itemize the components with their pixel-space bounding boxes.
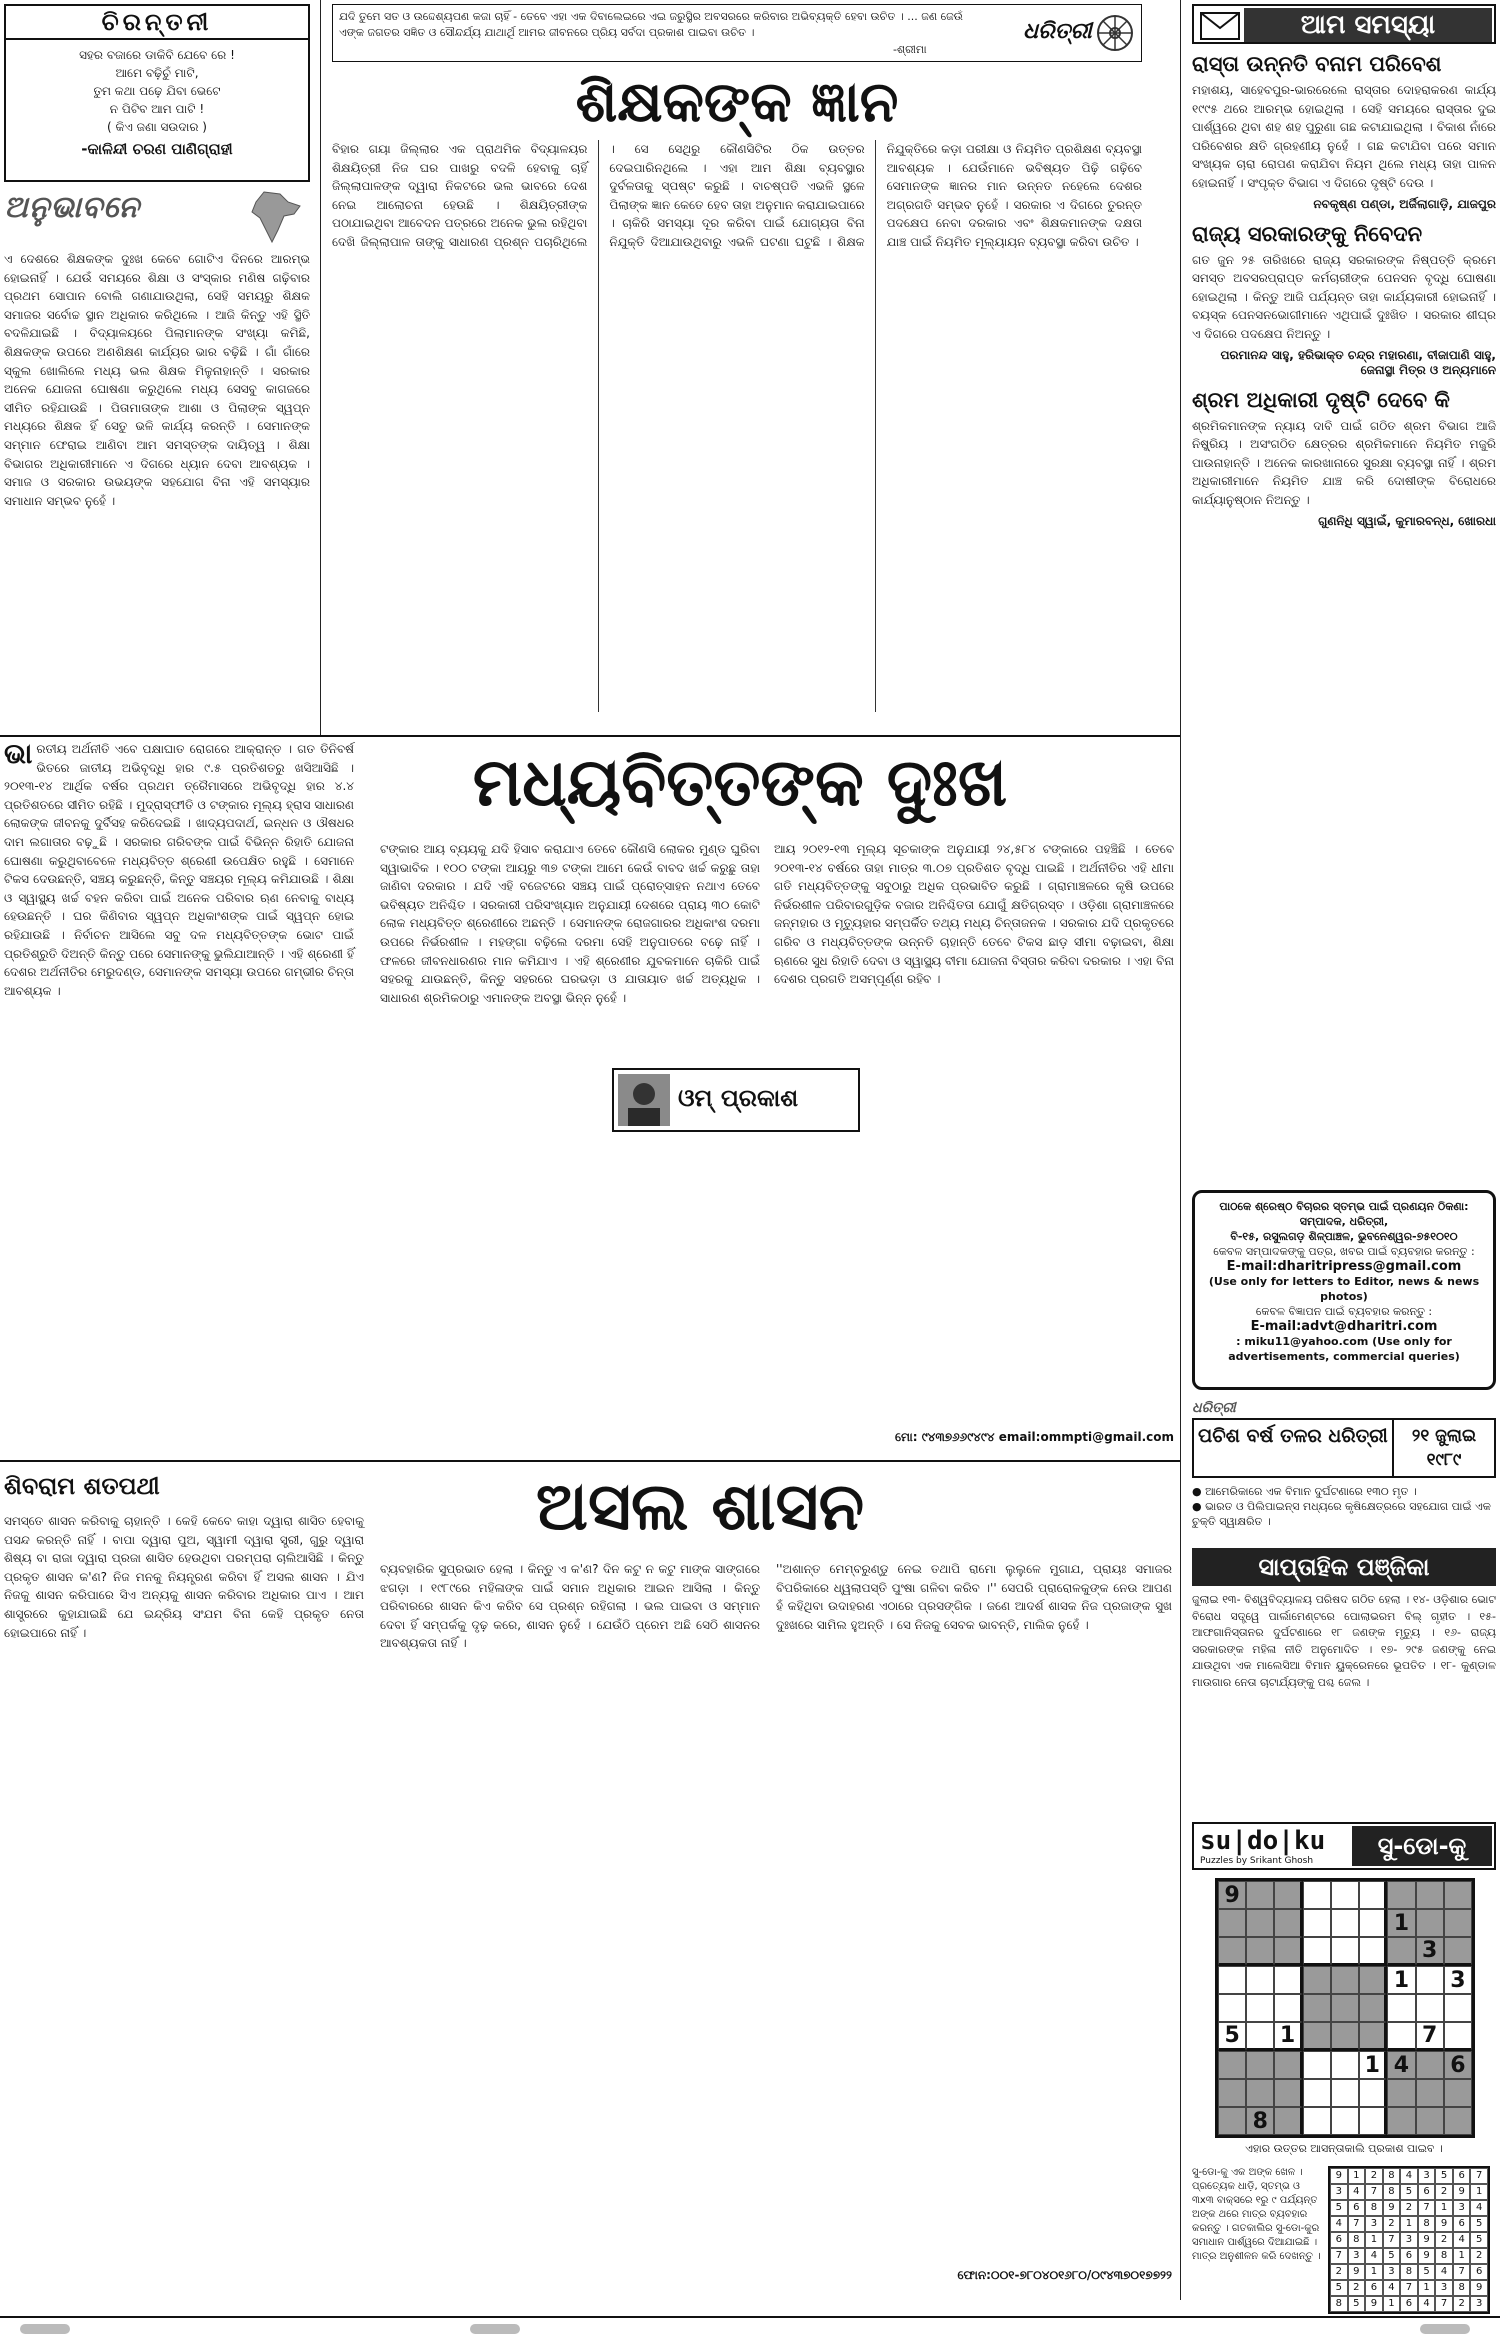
- sudoku-cell[interactable]: [1274, 2051, 1302, 2079]
- sudoku-cell[interactable]: [1444, 1994, 1472, 2022]
- sudoku-answer-note: ଏହାର ଉତ୍ତର ଆସନ୍ତାକାଲି ପ୍ରକାଶ ପାଇବ ।: [1245, 2142, 1443, 2155]
- solution-cell: 2: [1330, 2264, 1348, 2280]
- letters-column: [1192, 52, 1496, 1177]
- solution-cell: 5: [1348, 2296, 1366, 2312]
- sudoku-cell[interactable]: [1331, 1994, 1359, 2022]
- anubhav-section: [4, 190, 310, 730]
- sudoku-cell[interactable]: [1303, 1994, 1331, 2022]
- chirantani-box: [4, 4, 310, 182]
- sudoku-cell[interactable]: [1387, 1937, 1415, 1966]
- solution-cell: 3: [1470, 2296, 1488, 2312]
- sudoku-cell[interactable]: 5: [1218, 2022, 1246, 2051]
- sudoku-cell[interactable]: [1359, 1881, 1387, 1909]
- solution-cell: 5: [1330, 2200, 1348, 2216]
- sudoku-title: ସୁ-ଡୋ-କୁ: [1352, 1826, 1492, 1866]
- solution-cell: 6: [1470, 2264, 1488, 2280]
- solution-cell: 8: [1435, 2248, 1453, 2264]
- sudoku-cell[interactable]: [1246, 1966, 1274, 1994]
- sudoku-cell[interactable]: [1359, 2079, 1387, 2107]
- solution-cell: 3: [1418, 2168, 1436, 2184]
- letter1-title: ରାସ୍ତା ଉନ୍ନତି ବନାମ ପରିବେଶ: [1192, 52, 1442, 76]
- editor-email-note: (Use only for letters to Editor, news & news photos): [1208, 1275, 1480, 1303]
- sudoku-cell[interactable]: [1444, 1909, 1472, 1937]
- solution-cell: 9: [1330, 2168, 1348, 2184]
- solution-cell: 3: [1330, 2184, 1348, 2200]
- sudoku-cell[interactable]: 8: [1246, 2107, 1274, 2135]
- sudoku-cell[interactable]: [1246, 1937, 1274, 1966]
- sudoku-cell[interactable]: [1246, 1909, 1274, 1937]
- contact-line: ବି-୧୫, ରସୁଲଗଡ଼ ଶିଳ୍ପାଞ୍ଚଳ, ଭୁବନେଶ୍ୱର-୭୫୧୦୧୦: [1230, 1230, 1458, 1243]
- anubhav-text: ଏ ଦେଶରେ ଶିକ୍ଷକଙ୍କ ଦୁଃଖ କେବେ ଗୋଟିଏ ଦିନରେ ଆରମ୍ଭ ହୋଇନାହିଁ । ଯେଉଁ ସମୟରେ ଶିକ୍ଷା ଓ ସଂସ୍କାର ମଣିଷ ଗଢ଼ିବାର ପ୍ରଥମ ସୋପାନ ବୋଲି ଗଣାଯାଉଥିଲା, ସେହି ସମୟରୁ ଶିକ୍ଷକ ସମାଜର ସର୍ବୋଚ୍ଚ ସ୍ଥାନ ଅଧିକାର କରିଥିଲେ । ଆଜି କିନ୍ତୁ ଏହି ସ୍ଥିତି ବଦଳିଯାଇଛି । ବିଦ୍ୟାଳୟରେ ପିଲାମାନଙ୍କ ସଂଖ୍ୟା କମିଛି, ଶିକ୍ଷକଙ୍କ ଉପରେ ଅଣଶିକ୍ଷଣ କାର୍ଯ୍ୟର ଭାର ବଢ଼ିଛି । ଗାଁ ଗାଁରେ ସ୍କୁଲ ଖୋଲିଲେ ମଧ୍ୟ ଭଲ ଶିକ୍ଷକ ମିଳୁନାହାନ୍ତି । ସରକାର ଅନେକ ଯୋଜନା ଘୋଷଣା କରୁଥିଲେ ମଧ୍ୟ ସେସବୁ କାଗଜରେ ସୀମିତ ରହିଯାଉଛି । ପିତାମାତାଙ୍କ ଆଶା ଓ ପିଲାଙ୍କ ସ୍ୱପ୍ନ ମଧ୍ୟରେ ଶିକ୍ଷକ ହିଁ ସେତୁ ଭଳି କାର୍ଯ୍ୟ କରନ୍ତି । ସେମାନଙ୍କ ସମ୍ମାନ ଫେରାଇ ଆଣିବା ଆମ ସମସ୍ତଙ୍କ ଦାୟିତ୍ୱ । ଶିକ୍ଷା ବିଭାଗର ଅଧିକାରୀମାନେ ଏ ଦିଗରେ ଧ୍ୟାନ ଦେବା ଆବଶ୍ୟକ । ସମାଜ ଓ ସରକାର ଉଭୟଙ୍କ ସହଯୋଗ ବିନା ଏହି ସମସ୍ୟାର ସମାଧାନ ସମ୍ଭବ ନୁହେଁ ।: [4, 252, 310, 508]
- aam-samasya-title: ଆମ ସମସ୍ୟା: [1244, 8, 1492, 42]
- sudoku-cell[interactable]: [1444, 2022, 1472, 2051]
- solution-cell: 1: [1365, 2232, 1383, 2248]
- solution-cell: 6: [1453, 2216, 1471, 2232]
- sudoku-cell[interactable]: [1218, 2051, 1246, 2079]
- contact-line: କେବଳ ସମ୍ପାଦକଙ୍କୁ ପତ୍ର, ଖବର ପାଇଁ ବ୍ୟବହାର କରନ୍ତୁ :: [1213, 1245, 1475, 1258]
- solution-cell: 4: [1418, 2296, 1436, 2312]
- solution-cell: 5: [1435, 2168, 1453, 2184]
- solution-cell: 4: [1400, 2168, 1418, 2184]
- sudoku-cell[interactable]: [1444, 1881, 1472, 1909]
- contact-line: ପାଠକେ ଶ୍ରେଷ୍ଠ ବିଚାରର ସ୍ତମ୍ଭ ପାଇଁ ପ୍ରଣୟନ ଠିକଣା:: [1219, 1200, 1469, 1213]
- sudoku-cell[interactable]: [1444, 1937, 1472, 1966]
- solution-cell: 4: [1453, 2232, 1471, 2248]
- sudoku-cell[interactable]: [1331, 1937, 1359, 1966]
- sudoku-cell[interactable]: [1303, 2107, 1331, 2135]
- sudoku-cell[interactable]: [1359, 1909, 1387, 1937]
- solution-cell: 4: [1365, 2248, 1383, 2264]
- editorial1-text: ବିହାର ଗୟା ଜିଲ୍ଲାର ଏକ ପ୍ରାଥମିକ ବିଦ୍ୟାଳୟର ଶିକ୍ଷୟିତ୍ରୀ ନିଜ ଘର ପାଖରୁ ବଦଳି ହେବାକୁ ଚାହିଁ ଜିଲ୍ଲାପାଳଙ୍କ ଦ୍ୱାରା ନିକଟରେ ଭଲ ଭାବରେ ଦେଶ ନେଇ ଆଲୋଚନା ହେଉଛି । ଶିକ୍ଷୟିତ୍ରୀଙ୍କ ପଠାଯାଇଥିବା ଆବେଦନ ପତ୍ରରେ ଅନେକ ଭୁଲ ରହିଥିବା ଦେଖି ଜିଲ୍ଲାପାଳ ତାଙ୍କୁ ସାଧାରଣ ପ୍ରଶ୍ନ ପଚାରିଥିଲେ । ସେ ସେଥିରୁ କୌଣସିଟିର ଠିକ ଉତ୍ତର ଦେଇପାରିନଥିଲେ । ଏହା ଆମ ଶିକ୍ଷା ବ୍ୟବସ୍ଥାର ଦୁର୍ବଳତାକୁ ସ୍ପଷ୍ଟ କରୁଛି । ବାଚଷ୍ପତି ଏଭଳି ସ୍ଥଳେ ପିଲାଙ୍କ ଜ୍ଞାନ କେତେ ହେବ ତାହା ଅନୁମାନ କରାଯାଇପାରେ । ଚାକିରି ସମସ୍ୟା ଦୂର କରିବା ପାଇଁ ଯୋଗ୍ୟତା ବିନା ନିଯୁକ୍ତି ଦିଆଯାଉଥିବାରୁ ଏଭଳି ଘଟଣା ଘଟୁଛି । ଶିକ୍ଷକ ନିଯୁକ୍ତିରେ କଡ଼ା ପରୀକ୍ଷା ଓ ନିୟମିତ ପ୍ରଶିକ୍ଷଣ ବ୍ୟବସ୍ଥା ଆବଶ୍ୟକ । ଯେଉଁମାନେ ଭବିଷ୍ୟତ ପିଢ଼ି ଗଢ଼ିବେ ସେମାନଙ୍କ ଜ୍ଞାନର ମାନ ଉନ୍ନତ ନହେଲେ ଦେଶର ଅଗ୍ରଗତି ସମ୍ଭବ ନୁହେଁ । ସରକାର ଏ ଦିଗରେ ତୁରନ୍ତ ପଦକ୍ଷେପ ନେବା ଦରକାର ଏବଂ ଶିକ୍ଷକମାନଙ୍କ ଦକ୍ଷତା ଯାଞ୍ଚ ପାଇଁ ନିୟମିତ ମୂଲ୍ୟାୟନ ବ୍ୟବସ୍ଥା କରିବା ଉଚିତ ।: [332, 142, 1142, 249]
- solution-cell: 8: [1383, 2168, 1401, 2184]
- anniversary-logo: ଧରିତ୍ରୀ: [1192, 1400, 1236, 1416]
- letter2-text: ଗତ ଜୁନ ୨୫ ତାରିଖରେ ରାଜ୍ୟ ସରକାରଙ୍କ ନିଷ୍ପତ୍ତି କ୍ରମେ ସମସ୍ତ ଅବସରପ୍ରାପ୍ତ କର୍ମଚାରୀଙ୍କ ପେନସନ ବୃଦ୍ଧି ଘୋଷଣା ହୋଇଥିଲା । କିନ୍ତୁ ଆଜି ପର୍ଯ୍ୟନ୍ତ ତାହା କାର୍ଯ୍ୟକାରୀ ହୋଇନାହିଁ । ବୟସ୍କ ପେନସନଭୋଗୀମାନେ ଏଥିପାଇଁ ଦୁଃଖିତ । ସରକାର ଶୀଘ୍ର ଏ ଦିଗରେ ପଦକ୍ଷେପ ନିଅନ୍ତୁ ।: [1192, 252, 1496, 341]
- solution-cell: 1: [1348, 2168, 1366, 2184]
- article3-contact: ଫୋନ:୦୦୧-୭୮୦୪୦୧୬୮୦/୦୯୪୩୭୦୧୭୭୨୨: [957, 2268, 1172, 2282]
- solution-cell: 4: [1383, 2280, 1401, 2296]
- contact-box: [1192, 1190, 1496, 1390]
- sudoku-cell[interactable]: 1: [1359, 2051, 1387, 2079]
- sudoku-cell[interactable]: [1218, 1966, 1246, 1994]
- sudoku-header: [1192, 1822, 1496, 1870]
- sudoku-puzzle: [1215, 1878, 1475, 2138]
- solution-cell: 8: [1453, 2280, 1471, 2296]
- sudoku-cell[interactable]: [1359, 1994, 1387, 2022]
- anniversary-date: ୨୧ ଜୁଲାଇ ୧୯୮୯: [1392, 1420, 1494, 1476]
- solution-cell: 1: [1470, 2184, 1488, 2200]
- solution-cell: 4: [1330, 2216, 1348, 2232]
- solution-cell: 9: [1470, 2280, 1488, 2296]
- sudoku-cell[interactable]: [1331, 1966, 1359, 1994]
- sudoku-credit: Puzzles by Srikant Ghosh: [1200, 1856, 1314, 1866]
- quote-strip: [332, 4, 1142, 62]
- solution-cell: 7: [1365, 2184, 1383, 2200]
- letter2-signature: ପରମାନନ୍ଦ ସାହୁ, ହରିଭାକ୍ତ ଚନ୍ଦ୍ର ମହାରଣା, ବୀଜାପାଣି ସାହୁ, ଜେନାସ୍ଥା ମିତ୍ର ଓ ଅନ୍ୟମାନେ: [1220, 347, 1496, 377]
- solution-cell: 8: [1400, 2264, 1418, 2280]
- solution-cell: 7: [1435, 2296, 1453, 2312]
- sudoku-cell[interactable]: [1387, 1881, 1415, 1909]
- solution-cell: 3: [1435, 2280, 1453, 2296]
- article2-mid: ଟଙ୍କାର ଆୟ ବ୍ୟୟକୁ ଯଦି ହିସାବ କରାଯାଏ ତେବେ କୌଣସି ଲୋକର ମୁଣ୍ଡ ଘୁରିବା ସ୍ୱାଭାବିକ । ୧୦୦ ଟଙ୍କା ଆୟରୁ ୩୭ ଟଙ୍କା ଆମେ କେଉଁ ବାବଦ ଖର୍ଚ୍ଚ କରୁଛୁ ତାହା ଜାଣିବା ଦରକାର । ଯଦି ଏହି ବଜେଟରେ ସଞ୍ଚୟ ପାଇଁ ପ୍ରୋତ୍ସାହନ ନଥାଏ ତେବେ ଭବିଷ୍ୟତ ଅନିଶ୍ଚିତ । ସରକାରୀ ପରିସଂଖ୍ୟାନ ଅନୁଯାୟୀ ଦେଶରେ ପ୍ରାୟ ୩୦ କୋଟି ଲୋକ ମଧ୍ୟବିତ୍ତ ଶ୍ରେଣୀରେ ଅଛନ୍ତି । ସେମାନଙ୍କ ରୋଜଗାରର ଅଧିକାଂଶ ଦରମା ଉପରେ ନିର୍ଭରଶୀଳ । ମହଙ୍ଗା ବଢ଼ିଲେ ଦରମା ସେହି ଅନୁପାତରେ ବଢ଼େ ନାହିଁ । ଫଳରେ ଜୀବନଧାରଣର ମାନ କମିଯାଏ । ଏହି ଶ୍ରେଣୀର ଯୁବକମାନେ ଚାକିରି ପାଇଁ ସହରକୁ ଯାଉଛନ୍ତି, କିନ୍ତୁ ସହରରେ ଘରଭଡ଼ା ଓ ଯାତାୟାତ ଖର୍ଚ୍ଚ ଅତ୍ୟଧିକ । ସାଧାରଣ ଶ୍ରମିକଠାରୁ ଏମାନଙ୍କ ଅବସ୍ଥା ଭିନ୍ନ ନୁହେଁ ।: [380, 842, 760, 1005]
- sudoku-cell[interactable]: [1303, 2079, 1331, 2107]
- page-marker: [470, 2324, 520, 2334]
- solution-cell: 4: [1435, 2264, 1453, 2280]
- solution-cell: 7: [1400, 2280, 1418, 2296]
- sudoku-cell[interactable]: [1246, 1881, 1274, 1909]
- sudoku-cell[interactable]: [1416, 2079, 1444, 2107]
- solution-cell: 9: [1383, 2200, 1401, 2216]
- solution-cell: 8: [1383, 2184, 1401, 2200]
- solution-cell: 1: [1435, 2200, 1453, 2216]
- solution-cell: 2: [1365, 2168, 1383, 2184]
- solution-cell: 7: [1383, 2232, 1401, 2248]
- solution-cell: 6: [1365, 2280, 1383, 2296]
- wheel-icon: [1095, 13, 1135, 53]
- solution-cell: 3: [1365, 2216, 1383, 2232]
- editor-email[interactable]: E-mail:dharitripress@gmail.com: [1226, 1259, 1462, 1274]
- solution-cell: 1: [1418, 2280, 1436, 2296]
- solution-cell: 6: [1453, 2168, 1471, 2184]
- solution-cell: 9: [1365, 2296, 1383, 2312]
- sudoku-cell[interactable]: [1274, 1994, 1302, 2022]
- anniversary-item: ● ଆମେରିକାରେ ଏକ ବିମାନ ଦୁର୍ଘଟଣାରେ ୧୩୦ ମୃତ ।: [1192, 1485, 1417, 1498]
- sudoku-cell[interactable]: [1274, 1966, 1302, 1994]
- sudoku-cell[interactable]: 7: [1416, 2022, 1444, 2051]
- sudoku-cell[interactable]: [1274, 2107, 1302, 2135]
- solution-cell: 2: [1453, 2296, 1471, 2312]
- weekly-almanac-header: ସାପ୍ତାହିକ ପଞ୍ଜିକା: [1192, 1548, 1496, 1586]
- sudoku-cell[interactable]: [1303, 2051, 1331, 2079]
- sudoku-cell[interactable]: [1274, 1909, 1302, 1937]
- solution-cell: 6: [1418, 2184, 1436, 2200]
- article2-contact: ମୋ: ୯୪୩୭୬୬୯୪୯୪ email:ommpti@gmail.com: [895, 1430, 1174, 1444]
- sudoku-cell[interactable]: [1331, 2022, 1359, 2051]
- sudoku-cell[interactable]: [1274, 1881, 1302, 1909]
- sudoku-cell[interactable]: [1416, 1909, 1444, 1937]
- letter3-text: ଶ୍ରମିକମାନଙ୍କ ନ୍ୟାୟ ଦାବି ପାଇଁ ଗଠିତ ଶ୍ରମ ବିଭାଗ ଆଜି ନିଷ୍କ୍ରିୟ । ଅସଂଗଠିତ କ୍ଷେତ୍ରର ଶ୍ରମିକମାନେ ନିୟମିତ ମଜୁରି ପାଉନାହାନ୍ତି । ଅନେକ କାରଖାନାରେ ସୁରକ୍ଷା ବ୍ୟବସ୍ଥା ନାହିଁ । ଶ୍ରମ ଅଧିକାରୀମାନେ ନିୟମିତ ଯାଞ୍ଚ କରି ଦୋଷୀଙ୍କ ବିରୋଧରେ କାର୍ଯ୍ୟାନୁଷ୍ଠାନ ନିଅନ୍ତୁ ।: [1192, 418, 1496, 507]
- sudoku-cell[interactable]: [1416, 2051, 1444, 2079]
- sudoku-brand: su|do|ku: [1200, 1826, 1326, 1856]
- sudoku-cell[interactable]: [1359, 1966, 1387, 1994]
- solution-cell: 1: [1383, 2296, 1401, 2312]
- sudoku-cell[interactable]: 9: [1218, 1881, 1246, 1909]
- sudoku-cell[interactable]: [1303, 2022, 1331, 2051]
- sudoku-cell[interactable]: [1416, 1966, 1444, 1994]
- solution-cell: 9: [1418, 2248, 1436, 2264]
- chirantani-title: ଚିରନ୍ତନୀ: [6, 6, 308, 40]
- sudoku-cell[interactable]: 1: [1387, 1966, 1415, 1994]
- solution-cell: 2: [1435, 2184, 1453, 2200]
- ads-label: କେବଳ ବିଜ୍ଞାପନ ପାଇଁ ବ୍ୟବହାର କରନ୍ତୁ :: [1255, 1305, 1433, 1318]
- solution-cell: 5: [1418, 2264, 1436, 2280]
- sudoku-cell[interactable]: [1331, 1909, 1359, 1937]
- article3-headline: ଅସଲ ଶାସନ: [535, 1468, 865, 1545]
- solution-cell: 5: [1330, 2280, 1348, 2296]
- poem-line: ନ ପିଟିବ ଆମ ପାଟି !: [109, 102, 205, 116]
- sudoku-cell[interactable]: [1246, 2051, 1274, 2079]
- letter1-text: ମହାଶୟ, ସାହେବପୁର-ଭାରରେଲେ ରାସ୍ତାର ଦୋହରାକରଣ କାର୍ଯ୍ୟ ୧୯୯୫ ଥରେ ଆରମ୍ଭ ହୋଇଥିଲା । ସେହି ସମୟରେ ରାସ୍ତାର ଦୁଇ ପାର୍ଶ୍ୱରେ ଥିବା ଶହ ଶହ ପୁରୁଣା ଗଛ କଟାଯାଇଥିଲା । ବିକାଶ ନାଁରେ ପରିବେଶର କ୍ଷତି ଗ୍ରହଣୀୟ ନୁହେଁ । ଗଛ କଟାଯିବା ପରେ ସମାନ ସଂଖ୍ୟକ ଚାରା ରୋପଣ କରାଯିବା ନିୟମ ଥିଲେ ମଧ୍ୟ ତାହା ପାଳନ ହୋଇନାହିଁ । ସଂପୃକ୍ତ ବିଭାଗ ଏ ଦିଗରେ ଦୃଷ୍ଟି ଦେଉ ।: [1192, 83, 1496, 190]
- sudoku-cell[interactable]: [1303, 1909, 1331, 1937]
- anniversary-box: [1192, 1400, 1496, 1540]
- anniversary-title: ପଚିଶ ବର୍ଷ ତଳର ଧରିତ୍ରୀ: [1198, 1425, 1388, 1447]
- sudoku-solution: [1328, 2166, 1494, 2309]
- solution-cell: 7: [1453, 2264, 1471, 2280]
- solution-cell: 4: [1348, 2184, 1366, 2200]
- solution-cell: 2: [1470, 2248, 1488, 2264]
- contact-line: ସମ୍ପାଦକ, ଧରିତ୍ରୀ,: [1299, 1215, 1389, 1228]
- anniversary-item: ● ଭାରତ ଓ ପିଲିପାଇନ୍‌ସ ମଧ୍ୟରେ କୃଷିକ୍ଷେତ୍ରରେ ସହଯୋଗ ପାଇଁ ଏକ ଚୁକ୍ତି ସ୍ୱାକ୍ଷରିତ ।: [1192, 1500, 1491, 1528]
- solution-cell: 3: [1348, 2248, 1366, 2264]
- bottom-strip: [0, 2316, 1500, 2339]
- solution-cell: 9: [1435, 2216, 1453, 2232]
- article3-col2: ବ୍ୟବହାରିକ ସୁପ୍ରଭାତ ହେଲା । କିନ୍ତୁ ଏ କ'ଣ? ଦିନ କଟୁ ନ କଟୁ ମାଙ୍କ ସାଙ୍ଗରେ ଝଗଡ଼ା । ୧୯୮୯ରେ ମହିଳାଙ୍କ ପାଇଁ ସମାନ ଅଧିକାର ଆଇନ ଆସିଲା । କିନ୍ତୁ ପରିବାରରେ ଶାସନ କିଏ କରିବ ସେ ପ୍ରଶ୍ନ ରହିଗଲା । ଭଲ ପାଇବା ଓ ସମ୍ମାନ ଦେବା ହିଁ ସମ୍ପର୍କକୁ ଦୃଢ଼ କରେ, ଶାସନ ନୁହେଁ । ଯେଉଁଠି ପ୍ରେମ ଅଛି ସେଠି ଶାସନର ଆବଶ୍ୟକତା ନାହିଁ ।: [380, 1562, 760, 1651]
- sudoku-cell[interactable]: [1387, 2079, 1415, 2107]
- chirantani-author: -କାଳିନ୍ଦୀ ଚରଣ ପାଣିଗ୍ରାହୀ: [81, 140, 233, 158]
- sudoku-cell[interactable]: [1218, 1994, 1246, 2022]
- sudoku-cell[interactable]: [1416, 2107, 1444, 2135]
- poem-line: ( କିଏ ଜଣା ସଉଦାର ): [107, 120, 207, 134]
- solution-cell: 2: [1400, 2200, 1418, 2216]
- solution-cell: 2: [1383, 2216, 1401, 2232]
- dharitri-logo: ଧରିତ୍ରୀ: [1023, 19, 1092, 44]
- sudoku-cell[interactable]: 6: [1444, 2051, 1472, 2079]
- sudoku-cell[interactable]: 3: [1416, 1937, 1444, 1966]
- sudoku-cell[interactable]: [1274, 2079, 1302, 2107]
- solution-cell: 3: [1453, 2200, 1471, 2216]
- sudoku-cell[interactable]: [1416, 1994, 1444, 2022]
- solution-cell: 5: [1470, 2216, 1488, 2232]
- solution-cell: 5: [1400, 2184, 1418, 2200]
- solution-cell: 1: [1365, 2264, 1383, 2280]
- sudoku-cell[interactable]: [1274, 1937, 1302, 1966]
- solution-cell: 6: [1330, 2232, 1348, 2248]
- sudoku-cell[interactable]: [1331, 2051, 1359, 2079]
- article2-right: ଆୟ ୨୦୧୨-୧୩ ମୂଲ୍ୟ ସୂଚକାଙ୍କ ଅନୁଯାୟୀ ୨୪,୫୮୪ ଟଙ୍କାରେ ପହଞ୍ଚିଛି । ତେବେ ୨୦୧୩-୧୪ ବର୍ଷରେ ତାହା ମାତ୍ର ୩.୦୭ ପ୍ରତିଶତ ବୃଦ୍ଧି ପାଇଛି । ଅର୍ଥନୀତିର ଏହି ଧୀମା ଗତି ମଧ୍ୟବିତ୍ତଙ୍କୁ ସବୁଠାରୁ ଅଧିକ ପ୍ରଭାବିତ କରୁଛି । ଗ୍ରାମାଞ୍ଚଳରେ କୃଷି ଉପରେ ନିର୍ଭରଶୀଳ ପରିବାରଗୁଡ଼ିକ ବଜାର ଅନିଶ୍ଚିତତା ଯୋଗୁଁ କ୍ଷତିଗ୍ରସ୍ତ । ଓଡ଼ିଶା ଗ୍ରାମାଞ୍ଚଳରେ ଜନ୍ମହାର ଓ ମୃତ୍ୟୁହାର ସମ୍ପର୍କିତ ତଥ୍ୟ ମଧ୍ୟ ଚିନ୍ତାଜନକ । ସରକାର ଯଦି ପ୍ରକୃତରେ ଗରିବ ଓ ମଧ୍ୟବିତ୍ତଙ୍କ ଉନ୍ନତି ଚାହାନ୍ତି ତେବେ ଟିକସ ଛାଡ଼ ସୀମା ବଢ଼ାଇବା, ଶିକ୍ଷା ଋଣରେ ସୁଧ ରିହାତି ଦେବା ଓ ସ୍ୱାସ୍ଥ୍ୟ ବୀମା ଯୋଜନା ବିସ୍ତାର କରିବା ଦରକାର । ଏହା ବିନା ଦେଶର ପ୍ରଗତି ଅସମ୍ପୂର୍ଣ୍ଣ ରହିବ ।: [774, 842, 1174, 987]
- editorial1-headline: ଶିକ୍ଷକଙ୍କ ଜ୍ଞାନ: [575, 70, 899, 135]
- ads-email[interactable]: E-mail:advt@dharitri.com: [1250, 1319, 1438, 1334]
- sudoku-cell[interactable]: [1303, 1937, 1331, 1966]
- solution-cell: 9: [1418, 2232, 1436, 2248]
- poem-line: ଆମେ ବଢ଼ିଚୁଁ ମାଟି,: [115, 66, 199, 80]
- sudoku-cell[interactable]: [1359, 1937, 1387, 1966]
- sudoku-cell[interactable]: 1: [1274, 2022, 1302, 2051]
- sudoku-cell[interactable]: [1331, 1881, 1359, 1909]
- solution-cell: 9: [1453, 2184, 1471, 2200]
- solution-cell: 6: [1348, 2200, 1366, 2216]
- solution-cell: 8: [1418, 2216, 1436, 2232]
- page-marker: [1420, 2324, 1470, 2334]
- poem-line: ସହର ବଜାରେ ଡାକିବି ଯେବେ ରେ !: [79, 48, 235, 62]
- article2-headline: ମଧ୍ୟବିତ୍ତଙ୍କ ଦୁଃଖ: [472, 744, 1008, 821]
- envelope-icon: [1200, 12, 1240, 40]
- sudoku-cell[interactable]: [1444, 2079, 1472, 2107]
- anubhav-header: [4, 190, 310, 246]
- drop-cap: ଭା: [4, 737, 33, 770]
- byline-name: ଓମ୍ ପ୍ରକାଶ: [678, 1084, 799, 1112]
- solution-cell: 8: [1330, 2296, 1348, 2312]
- solution-cell: 1: [1400, 2216, 1418, 2232]
- quote-signature: -ଶ୍ରୀମା: [893, 43, 927, 56]
- solution-cell: 6: [1400, 2248, 1418, 2264]
- article3-col1: ସମସ୍ତେ ଶାସନ କରିବାକୁ ଚାହାନ୍ତି । କେହି କେବେ କାହା ଦ୍ୱାରା ଶାସିତ ହେବାକୁ ପସନ୍ଦ କରନ୍ତି ନାହିଁ । ବାପା ଦ୍ୱାରା ପୁଅ, ସ୍ୱାମୀ ଦ୍ୱାରା ସ୍ତ୍ରୀ, ଗୁରୁ ଦ୍ୱାରା ଶିଷ୍ୟ ବା ରାଜା ଦ୍ୱାରା ପ୍ରଜା ଶାସିତ ହେଉଥିବା ପରମ୍ପରା ଚାଲିଆସିଛି । କିନ୍ତୁ ପ୍ରକୃତ ଶାସନ କ'ଣ? ନିଜ ମନକୁ ନିୟନ୍ତ୍ରଣ କରିବା ହିଁ ଅସଲ ଶାସନ । ଯିଏ ନିଜକୁ ଶାସନ କରିପାରେ ସିଏ ଅନ୍ୟକୁ ଶାସନ କରିବାର ଅଧିକାର ପାଏ । ଆମ ଶାସ୍ତ୍ରରେ କୁହାଯାଇଛି ଯେ ଇନ୍ଦ୍ରିୟ ସଂଯମ ବିନା କେହି ପ୍ରକୃତ ନେତା ହୋଇପାରେ ନାହିଁ ।: [4, 1514, 364, 1640]
- solution-cell: 7: [1348, 2216, 1366, 2232]
- solution-cell: 5: [1470, 2232, 1488, 2248]
- poem-line: ତୁମ କଥା ପଢ଼େ ଯିବା ଭେଟେ: [93, 84, 221, 98]
- sudoku-cell[interactable]: [1218, 1937, 1246, 1966]
- page-marker: [20, 2324, 70, 2334]
- sudoku-cell[interactable]: [1359, 2022, 1387, 2051]
- article2-left: [4, 737, 354, 1540]
- sudoku-cell[interactable]: [1218, 1909, 1246, 1937]
- sudoku-cell[interactable]: [1331, 2079, 1359, 2107]
- letter2-title: ରାଜ୍ୟ ସରକାରଙ୍କୁ ନିବେଦନ: [1192, 221, 1423, 246]
- sudoku-cell[interactable]: [1303, 1881, 1331, 1909]
- sudoku-cell[interactable]: [1387, 1994, 1415, 2022]
- solution-cell: 2: [1435, 2232, 1453, 2248]
- sudoku-cell[interactable]: [1246, 1994, 1274, 2022]
- letter1-signature: ନବକୃଷ୍ଣ ପଣ୍ଡା, ଅର୍ଜିଲାଗାଡ଼ି, ଯାଜପୁର: [1313, 196, 1496, 211]
- sudoku-cell[interactable]: [1218, 2079, 1246, 2107]
- solution-cell: 3: [1383, 2264, 1401, 2280]
- sudoku-cell[interactable]: [1416, 1881, 1444, 1909]
- quote-text: ଯଦି ତୁମେ ସତ ଓ ଉଦ୍ଦେଶ୍ୟପଣ କଜା ଚାହିଁ - ତେବେ ଏହା ଏକ ଦିବାଲେଇରେ ଏଇ ଜରୁସ୍ଥିର ଅବସରରେ କରିବାର ଅଭିବ୍ୟକ୍ତି ହେବା ଉଚିତ । ... ଜଣ ଜେଉଁ ଏଙ୍କ ଜଗତର ସଜ୍ଞିତ ଓ ସୌନ୍ଦର୍ଯ୍ୟ ଯାଥାର୍ଥି ଆମର ଜୀବନରେ ପ୍ରିୟ ସର୍ବଦା ପ୍ରକାଶ ପାଇବା ଉଚିତ ।: [339, 10, 963, 39]
- article3-author: ଶିବରାମ ଶତପଥୀ: [4, 1472, 160, 1500]
- sudoku-cell[interactable]: [1246, 2022, 1274, 2051]
- solution-cell: 7: [1470, 2168, 1488, 2184]
- sudoku-cell[interactable]: 3: [1444, 1966, 1472, 1994]
- sudoku-cell[interactable]: 1: [1387, 1909, 1415, 1937]
- sudoku-cell[interactable]: [1303, 1966, 1331, 1994]
- chirantani-poem: [6, 46, 308, 136]
- sudoku-cell[interactable]: 4: [1387, 2051, 1415, 2079]
- letter3-title: ଶ୍ରମ ଅଧିକାରୀ ଦୃଷ୍ଟି ଦେବେ କି: [1192, 387, 1450, 412]
- anubhav-title: ଅନୁଭାବନେ: [4, 190, 140, 225]
- sudoku-cell[interactable]: [1246, 2079, 1274, 2107]
- solution-cell: 1: [1453, 2248, 1471, 2264]
- india-map-icon: [244, 190, 304, 244]
- ads-email-alt[interactable]: : miku11@yahoo.com (Use only for advertisements, commercial queries): [1228, 1335, 1460, 1363]
- solution-cell: 8: [1365, 2200, 1383, 2216]
- solution-cell: 2: [1348, 2280, 1366, 2296]
- solution-cell: 6: [1400, 2296, 1418, 2312]
- weekly-almanac-text: ଜୁଲାଇ ୧୩- ବିଶ୍ୱବିଦ୍ୟାଳୟ ପରିଷଦ ଗଠିତ ହେଲା । ୧୪- ଓଡ଼ିଶାର ଭୋଟ ବିରୋଧ ସତ୍ତ୍ୱେ ପାର୍ଲାମେଣ୍ଟରେ ପୋଲାଭରମ ବିଲ୍ ଗୃହୀତ । ୧୫- ଆଫଗାନିସ୍ତାନର ଦୁର୍ଘଟଣାରେ ୧୮ ଜଣଙ୍କ ମୃତ୍ୟୁ । ୧୬- ରାଜ୍ୟ ସରକାରଙ୍କ ମହିଳା ନୀତି ଅନୁମୋଦିତ । ୧୭- ୨୯୫ ଜଣଙ୍କୁ ନେଇ ଯାଉଥିବା ଏକ ମାଲେସିଆ ବିମାନ ୟୁକ୍ରେନରେ ଭୂପତିତ । ୧୮- କୁଣ୍ଡାଳ ମାଉଗାର ନେତା ଚାଟାର୍ଯ୍ୟଙ୍କୁ ପଶ୍ଚ ଜେଲ ।: [1192, 1593, 1496, 1689]
- solution-cell: 4: [1470, 2200, 1488, 2216]
- solution-cell: 7: [1330, 2248, 1348, 2264]
- solution-cell: 5: [1383, 2248, 1401, 2264]
- author-photo: [618, 1074, 670, 1126]
- sudoku-cell[interactable]: [1359, 2107, 1387, 2135]
- sudoku-cell[interactable]: [1387, 2107, 1415, 2135]
- solution-cell: 3: [1400, 2232, 1418, 2248]
- sudoku-rules: ସୁ-ଡୋ-କୁ ଏକ ଅଙ୍କ ଖେଳ । ପ୍ରତ୍ୟେକ ଧାଡ଼ି, ସ୍ତମ୍ଭ ଓ ୩x୩ ବାକ୍ସରେ ୧ରୁ ୯ ପର୍ଯ୍ୟନ୍ତ ଅଙ୍କ ଥରେ ମାତ୍ର ବ୍ୟବହାର କରନ୍ତୁ । ଗତକାଲିର ସୁ-ଡୋ-କୁର ସମାଧାନ ପାର୍ଶ୍ୱରେ ଦିଆଯାଇଛି । ମାତ୍ର ଅନୁଶୀଳନ କରି ଦେଖନ୍ତୁ ।: [1192, 2167, 1321, 2262]
- solution-cell: 7: [1418, 2200, 1436, 2216]
- sudoku-cell[interactable]: [1387, 2022, 1415, 2051]
- aam-samasya-header: [1192, 4, 1496, 44]
- article2-left-text: ରତୀୟ ଅର୍ଥନୀତି ଏବେ ପକ୍ଷାଘାତ ରୋଗରେ ଆକ୍ରାନ୍ତ । ଗତ ତିନିବର୍ଷ ଭିତରେ ଜାତୀୟ ଅଭିବୃଦ୍ଧି ହାର ୯.୫ ପ୍ରତିଶତରୁ ଖସିଆସିଛି । ୨୦୧୩-୧୪ ଆର୍ଥିକ ବର୍ଷର ପ୍ରଥମ ତ୍ରୈମାସରେ ଅଭିବୃଦ୍ଧି ହାର ୪.୪ ପ୍ରତିଶତରେ ସୀମିତ ରହିଛି । ମୁଦ୍ରାସ୍ଫୀତି ଓ ଟଙ୍କାର ମୂଲ୍ୟ ହ୍ରାସ ସାଧାରଣ ଲୋକଙ୍କ ଜୀବନକୁ ଦୁର୍ବିସହ କରିଦେଇଛି । ଖାଦ୍ୟପଦାର୍ଥ, ଇନ୍ଧନ ଓ ଔଷଧର ଦାମ ଲଗାତାର ବଢ଼ୁଛି । ସରକାର ଗରିବଙ୍କ ପାଇଁ ବିଭିନ୍ନ ରିହାତି ଯୋଜନା ଘୋଷଣା କରୁଥିବାବେଳେ ମଧ୍ୟବିତ୍ତ ଶ୍ରେଣୀ ଉପେକ୍ଷିତ ରହୁଛି । ସେମାନେ ଟିକସ ଦେଉଛନ୍ତି, ସଞ୍ଚୟ କରୁଛନ୍ତି, କିନ୍ତୁ ସଞ୍ଚୟର ମୂଲ୍ୟ କମିଯାଉଛି । ଶିକ୍ଷା ଓ ସ୍ୱାସ୍ଥ୍ୟ ଖର୍ଚ୍ଚ ବହନ କରିବା ପାଇଁ ଅନେକ ପରିବାର ଋଣ ନେବାକୁ ବାଧ୍ୟ ହେଉଛନ୍ତି । ଘର କିଣିବାର ସ୍ୱପ୍ନ ଅଧିକାଂଶଙ୍କ ପାଇଁ ସ୍ୱପ୍ନ ହୋଇ ରହିଯାଉଛି । ନିର୍ବାଚନ ଆସିଲେ ସବୁ ଦଳ ମଧ୍ୟବିତ୍ତଙ୍କ ଭୋଟ ପାଇଁ ପ୍ରତିଶ୍ରୁତି ଦିଅନ୍ତି କିନ୍ତୁ ପରେ ସେମାନଙ୍କୁ ଭୁଲିଯାଆନ୍ତି । ଏହି ଶ୍ରେଣୀ ହିଁ ଦେଶର ଅର୍ଥନୀତିର ମେରୁଦଣ୍ଡ, ସେମାନଙ୍କ ସମସ୍ୟା ଉପରେ ଗମ୍ଭୀର ଚିନ୍ତା ଆବଶ୍ୟକ ।: [4, 742, 354, 998]
- sudoku-cell[interactable]: [1444, 2107, 1472, 2135]
- article3-col3: ''ଅଶାନ୍ତ ମେମ୍ବରୁଣ୍ଡୁ ନେଇ ତଥାପି ରାମୋ ଲୁଲୁଳେ ମୁଗାଯ, ପ୍ରାୟଃ ସମାଜର ବିପରିକାରେ ଧ୍ୱଲାପସ୍ତି ପୁଂଷା ଗଳିବା କରିବ ।'' ସେପରି ପ୍ରାରୋଳକୁଙ୍କ ନେଉ ଆପଣ ହଁ କହିଥିବା ଉଦାହରଣ ଏଠାରେ ପ୍ରସଙ୍ଗିକ । ଜଣେ ଆଦର୍ଶ ଶାସକ ନିଜ ପ୍ରଜାଙ୍କ ସୁଖ ଦୁଃଖରେ ସାମିଲ ହୁଅନ୍ତି । ସେ ନିଜକୁ ସେବକ ଭାବନ୍ତି, ମାଲିକ ନୁହେଁ ।: [776, 1562, 1172, 1632]
- sudoku-cell[interactable]: [1331, 2107, 1359, 2135]
- solution-cell: 9: [1348, 2264, 1366, 2280]
- sudoku-cell[interactable]: [1218, 2107, 1246, 2135]
- letter3-signature: ଗୁଣନିଧି ସ୍ୱାଇଁ, କୁମାରବନ୍ଧ, ଖୋରଧା: [1318, 513, 1496, 528]
- solution-cell: 8: [1348, 2232, 1366, 2248]
